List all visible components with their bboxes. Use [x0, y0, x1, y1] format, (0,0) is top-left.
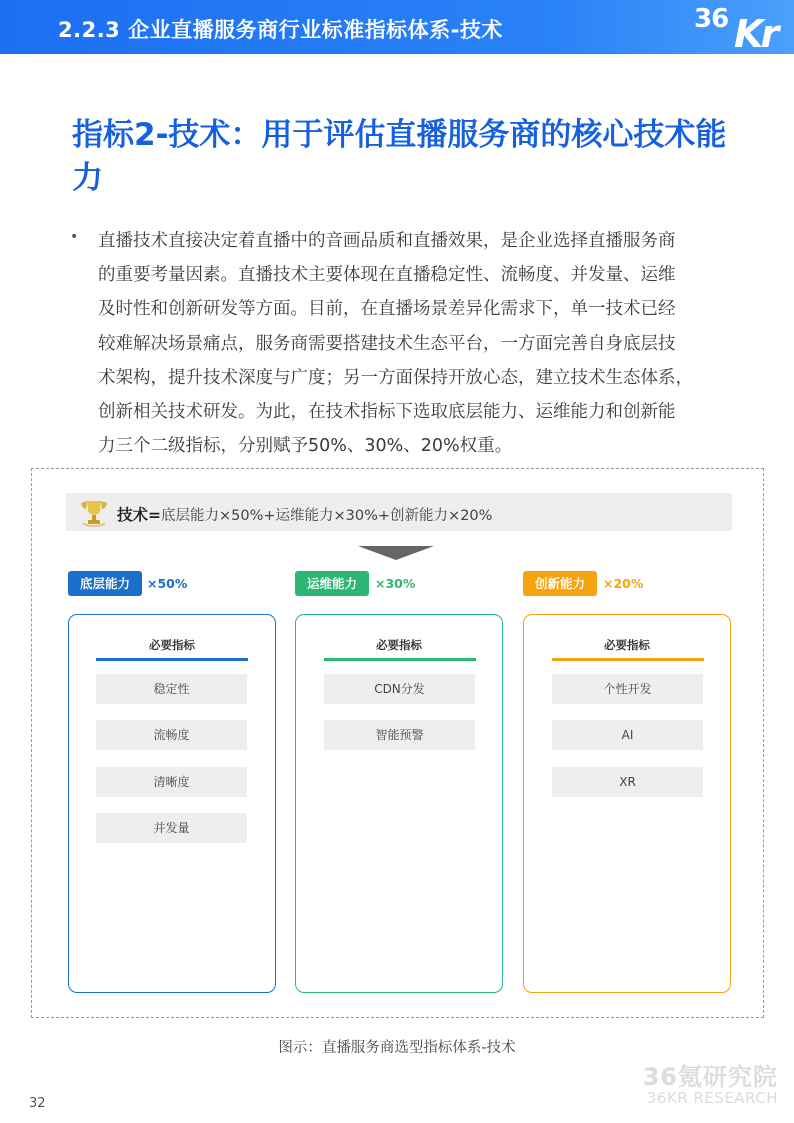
indicator-item: AI [552, 720, 703, 750]
card-divider [324, 658, 476, 661]
formula-expression: 底层能力×50%+运维能力×30%+创新能力×20% [161, 508, 493, 524]
body-line: 直播技术直接决定着直播中的音画品质和直播效果，是企业选择直播服务商 [98, 231, 676, 251]
indicator-item: 并发量 [96, 813, 247, 843]
indicator-card-ops [295, 614, 503, 993]
watermark [633, 1057, 778, 1107]
logo-letters: Kr [734, 12, 777, 56]
trophy-icon [78, 497, 110, 529]
card-title: 必要指标 [149, 638, 195, 652]
logo-36kr [692, 0, 794, 54]
indicator-card-base [68, 614, 276, 993]
formula-text [117, 503, 492, 525]
body-line: 及时性和创新研发等方面。目前，在直播场景差异化需求下，单一技术已经 [98, 299, 676, 320]
category-label-innovation: 创新能力 [523, 571, 597, 596]
body-line: 较难解决场景痛点，服务商需要搭建技术生态平台，一方面完善自身底层技 [98, 333, 676, 354]
body-line: 术架构，提升技术深度与广度；另一方面保持开放心态，建立技术生态体系， [98, 367, 693, 388]
category-label-ops: 运维能力 [295, 571, 369, 596]
indicator-item: 稳定性 [96, 674, 247, 704]
figure-caption: 图示：直播服务商选型指标体系-技术 [278, 1040, 516, 1056]
down-arrow-icon [358, 546, 434, 560]
category-label-base: 底层能力 [68, 571, 142, 596]
card-title: 必要指标 [604, 638, 650, 652]
card-divider [96, 658, 248, 661]
indicator-item: XR [552, 767, 703, 797]
watermark-subtitle: 36KR RESEARCH [646, 1089, 778, 1107]
indicator-item: 流畅度 [96, 720, 247, 750]
page-number: 32 [29, 1096, 46, 1111]
card-title: 必要指标 [376, 638, 422, 652]
logo-number: 36 [694, 4, 729, 34]
body-line: 的重要考量因素。直播技术主要体现在直播稳定性、流畅度、并发量、运维 [98, 265, 676, 286]
indicator-item: 清晰度 [96, 767, 247, 797]
weight-innovation: ×20% [603, 576, 644, 591]
body-line: 创新相关技术研发。为此，在技术指标下选取底层能力、运维能力和创新能 [98, 402, 676, 423]
bullet-point: • [70, 229, 79, 245]
indicator-item: CDN分发 [324, 674, 475, 704]
formula-label: 技术= [117, 506, 161, 524]
indicator-card-innovation [523, 614, 731, 993]
section-title: 2.2.3 企业直播服务商行业标准指标体系-技术 [58, 18, 503, 42]
body-paragraph [98, 224, 728, 463]
watermark-title: 36氪研究院 [642, 1063, 778, 1091]
body-line: 力三个二级指标，分别赋予50%、30%、20%权重。 [98, 436, 513, 457]
indicator-item: 个性开发 [552, 674, 703, 704]
indicator-item: 智能预警 [324, 720, 475, 750]
weight-base: ×50% [147, 576, 188, 591]
card-divider [552, 658, 704, 661]
page-heading: 指标2-技术：用于评估直播服务商的核心技术能力 [72, 117, 727, 196]
weight-ops: ×30% [375, 576, 416, 591]
